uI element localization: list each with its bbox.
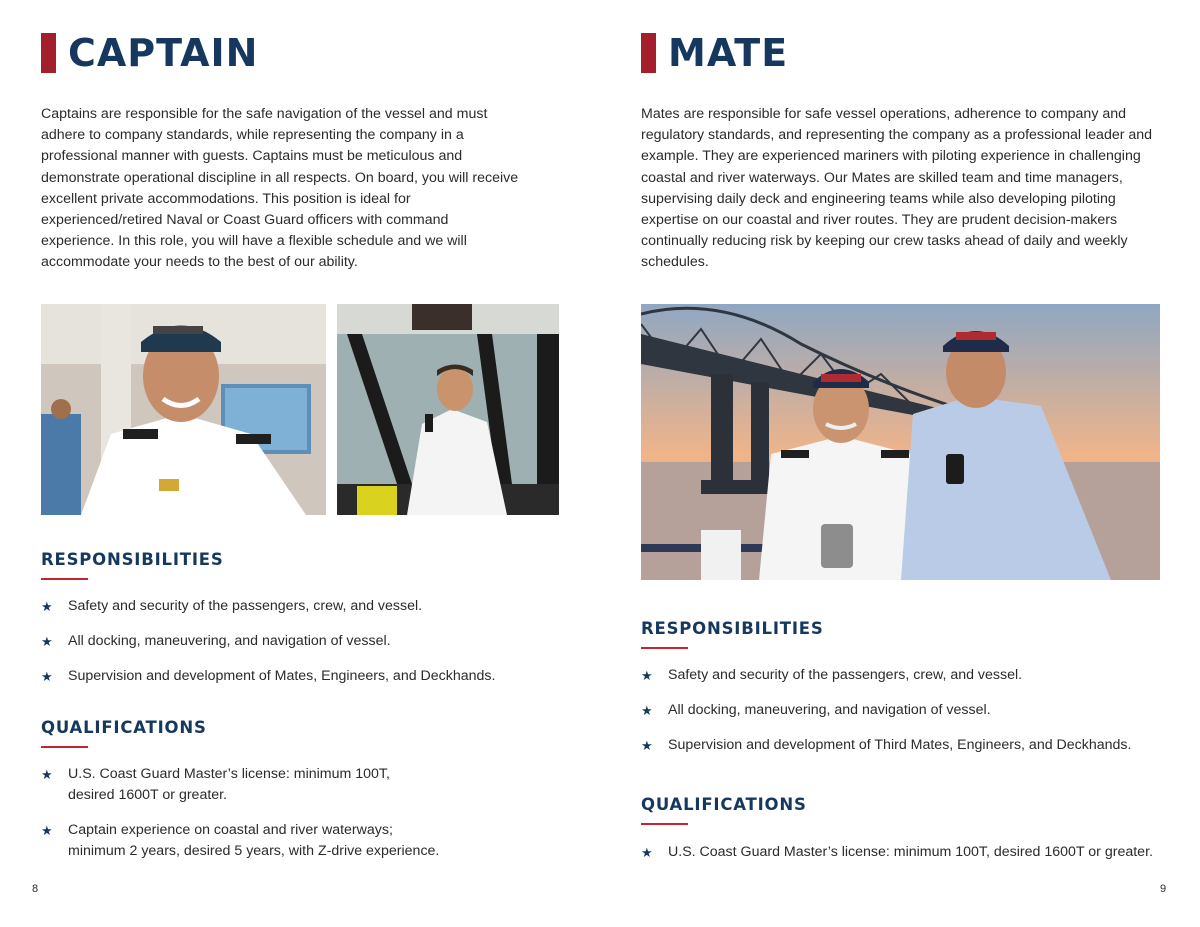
list-item [41,820,581,862]
list-item [641,842,1196,863]
list-item-text: All docking, maneuvering, and navigation of vessel. [68,633,391,649]
list-item-text: U.S. Coast Guard Master’s license: minimum 100T, desired 1600T or greater. [668,844,1153,860]
page-number: 9 [1160,883,1167,895]
intro-paragraph: Mates are responsible for safe vessel operations, adherence to company and regulatory standards, and representing the company as a professional leader and example. They are experienced mariners with piloting experience in challenging coastal and river waterways. Our Mates are skilled team and time managers, supervising daily deck and engineering teams while also developing piloting expertise on our coastal and river routes. They are prudent decision-makers continually reducing risk by keeping our crew tasks ahead of daily and weekly schedules. [641,106,1153,271]
list-item [641,665,1189,686]
title-accent-bar [641,33,656,73]
captain-heading [41,33,258,73]
responsibilities-list [641,665,1189,756]
intro-paragraph: Captains are responsible for the safe navigation of the vessel and must adhere to company standards, while representing the company in a professional manner with guests. Captains must be meticulous and demonstrate operational discipline in all respects. On board, you will receive excellent private accommodations. This position is ideal for experienced/retired Naval or Coast Guard officers with command experience. In this role, you will have a flexible schedule and we will accommodate your needs to the best of our ability. [41,106,519,271]
star-icon: ★ [41,767,53,782]
list-item [41,631,581,652]
list-item-text: Safety and security of the passengers, crew, and vessel. [68,598,423,614]
section-divider [41,746,88,748]
list-item [41,596,581,617]
qualifications-list [41,764,581,862]
list-item-text: U.S. Coast Guard Master’s license: minimum 100T, [68,766,390,782]
captain-bridge-photo [337,304,559,515]
list-item-text: Supervision and development of Mates, Engineers, and Deckhands. [68,668,496,684]
mate-page [600,0,1200,927]
section-divider [641,823,688,825]
mates-sunset-photo [641,304,1160,580]
qualifications-heading: QUALIFICATIONS [41,718,207,737]
star-icon: ★ [641,738,653,753]
list-item-text: Safety and security of the passengers, crew, and vessel. [668,667,1023,683]
list-item-text: Captain experience on coastal and river waterways; [68,822,393,838]
star-icon: ★ [641,668,653,683]
section-divider [41,578,88,580]
responsibilities-list [41,596,581,687]
list-item [641,735,1189,756]
star-icon: ★ [41,669,53,684]
list-item-text: All docking, maneuvering, and navigation of vessel. [668,702,991,718]
qualifications-list [641,842,1196,863]
list-item [41,764,581,806]
star-icon: ★ [641,845,653,860]
mate-heading [641,33,788,73]
star-icon: ★ [41,634,53,649]
star-icon: ★ [641,703,653,718]
page-number: 8 [32,883,39,895]
captain-portrait-photo [41,304,326,515]
responsibilities-heading: RESPONSIBILITIES [41,550,224,569]
responsibilities-heading: RESPONSIBILITIES [641,619,824,638]
list-item-text: desired 1600T or greater. [68,787,228,803]
title-accent-bar [41,33,56,73]
qualifications-heading: QUALIFICATIONS [641,795,807,814]
list-item [41,666,581,687]
star-icon: ★ [41,823,53,838]
list-item-text: Supervision and development of Third Mates, Engineers, and Deckhands. [668,737,1132,753]
list-item-text: minimum 2 years, desired 5 years, with Z-drive experience. [68,843,440,859]
section-divider [641,647,688,649]
star-icon: ★ [41,599,53,614]
page-title: MATE [668,31,789,75]
page-title: CAPTAIN [68,31,259,75]
list-item [641,700,1189,721]
